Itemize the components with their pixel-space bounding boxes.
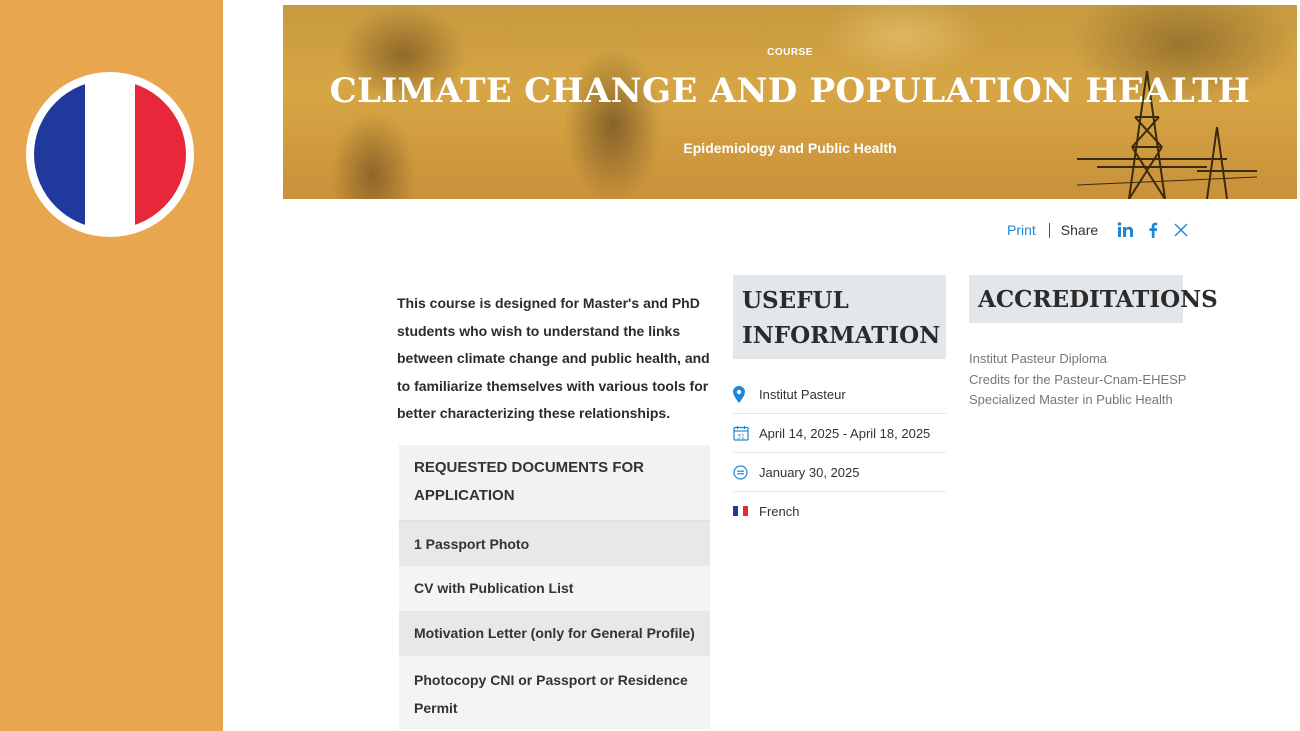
accreditations-list [969, 349, 1209, 411]
calendar-icon [733, 425, 759, 441]
useful-information-title: USEFUL INFORMATION [742, 287, 941, 349]
share-bar [1007, 220, 1192, 240]
accreditation-item: Specialized Master in Public Health [969, 392, 1173, 407]
document-item: 1 Passport Photo [399, 522, 710, 566]
accreditations-header [969, 275, 1218, 323]
info-item-dates [733, 414, 946, 453]
french-flag-icon [733, 506, 759, 516]
document-item: Photocopy CNI or Passport or Residence Permit [399, 656, 710, 729]
documents-heading: REQUESTED DOCUMENTS FOR APPLICATION [399, 445, 710, 522]
location-pin-icon [733, 386, 759, 403]
side-panel [0, 0, 223, 731]
hero-subtitle: Epidemiology and Public Health [683, 140, 897, 156]
x-icon[interactable] [1170, 220, 1192, 240]
french-flag-badge [26, 72, 194, 237]
requested-documents-table [399, 445, 710, 729]
info-item-text: French [759, 503, 800, 519]
info-item-text: Institut Pasteur [759, 386, 846, 402]
deadline-icon [733, 465, 759, 480]
info-item-language [733, 492, 946, 530]
svg-text:31: 31 [737, 433, 745, 441]
accreditations-title: ACCREDITATIONS [978, 286, 1218, 313]
linkedin-icon[interactable] [1114, 220, 1136, 240]
french-flag-icon [34, 80, 186, 229]
share-label: Share [1060, 222, 1099, 238]
accreditation-item: Credits for the Pasteur-Cnam-EHESP [969, 371, 1187, 387]
hero-banner [283, 5, 1297, 199]
useful-information-header [733, 275, 946, 359]
info-item-text: April 14, 2025 - April 18, 2025 [759, 425, 931, 441]
hero-kicker: COURSE [767, 47, 813, 58]
document-item: Motivation Letter (only for General Profile) [399, 611, 710, 656]
accreditation-item: Institut Pasteur Diploma [969, 351, 1108, 366]
page-title: CLIMATE CHANGE AND POPULATION HEALTH [329, 71, 1251, 111]
info-item-text: January 30, 2025 [759, 464, 860, 480]
useful-information-list [733, 375, 946, 530]
document-item: CV with Publication List [399, 566, 710, 611]
print-link[interactable]: Print [1007, 222, 1036, 238]
info-item-location [733, 375, 946, 414]
course-description: This course is designed for Master's and PhD students who wish to understand the links between climate change and public health, and to familiarize themselves with various tools for better characterizing these relationships. [397, 295, 710, 421]
share-divider [1049, 223, 1050, 238]
info-item-deadline [733, 453, 946, 492]
facebook-icon[interactable] [1142, 220, 1164, 240]
